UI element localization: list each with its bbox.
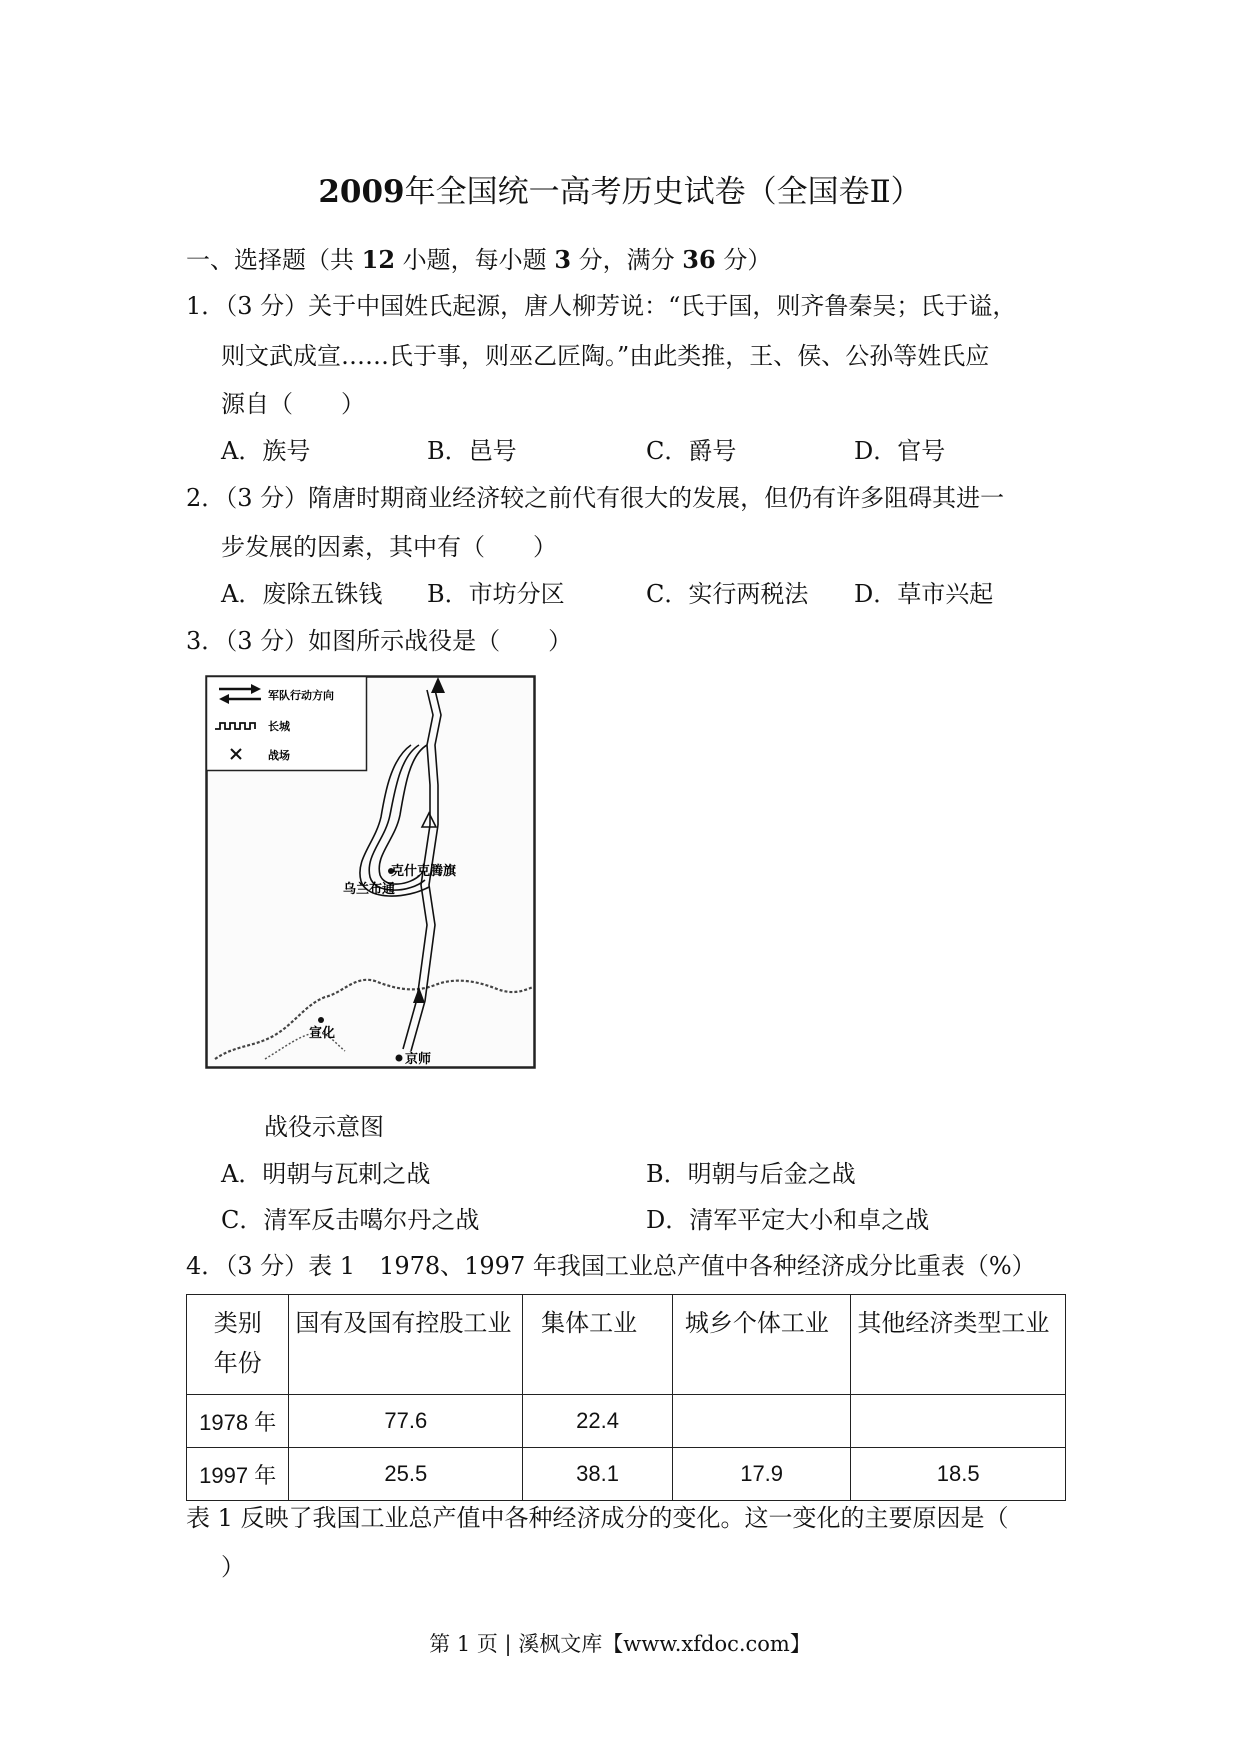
q4-line-1: 4．（3 分）表 1 1978、1997 年我国工业总产值中各种经济成分比重表（%） [186, 1252, 1036, 1280]
q1-line-1: 1．（3 分）关于中国姓氏起源，唐人柳芳说：“氏于国，则齐鲁秦吴；氏于谥， [186, 292, 1017, 320]
q2-line-2: 步发展的因素，其中有（ ） [221, 533, 557, 561]
title-text: 年全国统一高考历史试卷（全国卷Ⅱ） [404, 174, 922, 210]
legend-label-battle: 战场 [268, 749, 290, 762]
q4-after-line-2: ） [221, 1553, 245, 1581]
table-cell: 22.4 [523, 1395, 673, 1448]
table-cell: 25.5 [289, 1448, 523, 1501]
table-cell: 38.1 [523, 1448, 673, 1501]
table-cell: 18.5 [851, 1448, 1066, 1501]
q1-option-c[interactable]: C．爵号 [646, 437, 737, 465]
q2-option-a[interactable]: A．废除五铢钱 [221, 580, 383, 608]
map-caption: 战役示意图 [264, 1113, 384, 1141]
q2-option-b[interactable]: B．市坊分区 [427, 580, 565, 608]
table-header-individual: 城乡个体工业 [672, 1295, 850, 1395]
capital-dot-icon [396, 1055, 403, 1062]
place-ulan-butong: 乌兰布通 [343, 882, 396, 897]
table-header-other: 其他经济类型工业 [851, 1295, 1066, 1395]
table-cell: 17.9 [672, 1448, 850, 1501]
q2-option-c[interactable]: C．实行两税法 [646, 580, 809, 608]
q2-line-1: 2．（3 分）隋唐时期商业经济较之前代有很大的发展，但仍有许多阻碍其进一 [186, 484, 1005, 512]
table-cell [672, 1395, 850, 1448]
table-year-1997: 1997 年 [187, 1448, 289, 1501]
page-footer: 第 1 页 | 溪枫文库【www.xfdoc.com】 [429, 1632, 811, 1656]
q1-line-3: 源自（ ） [221, 390, 365, 418]
place-capital: 京师 [405, 1052, 432, 1067]
section-heading: 一、选择题（共 12 小题，每小题 3 分，满分 36 分） [186, 245, 772, 274]
q3-option-d[interactable]: D．清军平定大小和卓之战 [646, 1206, 930, 1234]
table-row [187, 1395, 1066, 1448]
table-header-state: 国有及国有控股工业 [289, 1295, 523, 1395]
place-hexigten: 克什克腾旗 [391, 864, 457, 879]
table-cell [851, 1395, 1066, 1448]
battle-map [205, 675, 536, 1070]
q4-after-line-1: 表 1 反映了我国工业总产值中各种经济成分的变化。这一变化的主要原因是（ [186, 1504, 1009, 1532]
table-cell: 77.6 [289, 1395, 523, 1448]
q1-option-b[interactable]: B．邑号 [427, 437, 517, 465]
table-header-row [187, 1295, 1066, 1395]
industry-table [186, 1294, 1066, 1501]
q1-option-a[interactable]: A．族号 [221, 437, 311, 465]
battle-map-svg [205, 675, 536, 1070]
table-corner: 类别 年份 [187, 1295, 289, 1395]
place-xuanhua: 宣化 [309, 1026, 336, 1041]
q1-option-d[interactable]: D．官号 [854, 437, 946, 465]
legend-label-direction: 军队行动方向 [268, 689, 334, 702]
q1-line-2: 则文武成宣……氏于事，则巫乙匠陶。”由此类推，王、侯、公孙等姓氏应 [221, 342, 990, 370]
q3-option-b[interactable]: B．明朝与后金之战 [646, 1160, 856, 1188]
xuanhua-dot-icon [318, 1017, 324, 1023]
table-year-1978: 1978 年 [187, 1395, 289, 1448]
legend-label-wall: 长城 [268, 720, 290, 733]
table-header-collective: 集体工业 [523, 1295, 673, 1395]
q3-line-1: 3．（3 分）如图所示战役是（ ） [186, 627, 573, 655]
page-title [0, 172, 1240, 212]
title-year: 2009 [318, 174, 405, 210]
q2-option-d[interactable]: D．草市兴起 [854, 580, 994, 608]
q3-option-a[interactable]: A．明朝与瓦剌之战 [221, 1160, 431, 1188]
q3-option-c[interactable]: C．清军反击噶尔丹之战 [221, 1206, 480, 1234]
table-row [187, 1448, 1066, 1501]
